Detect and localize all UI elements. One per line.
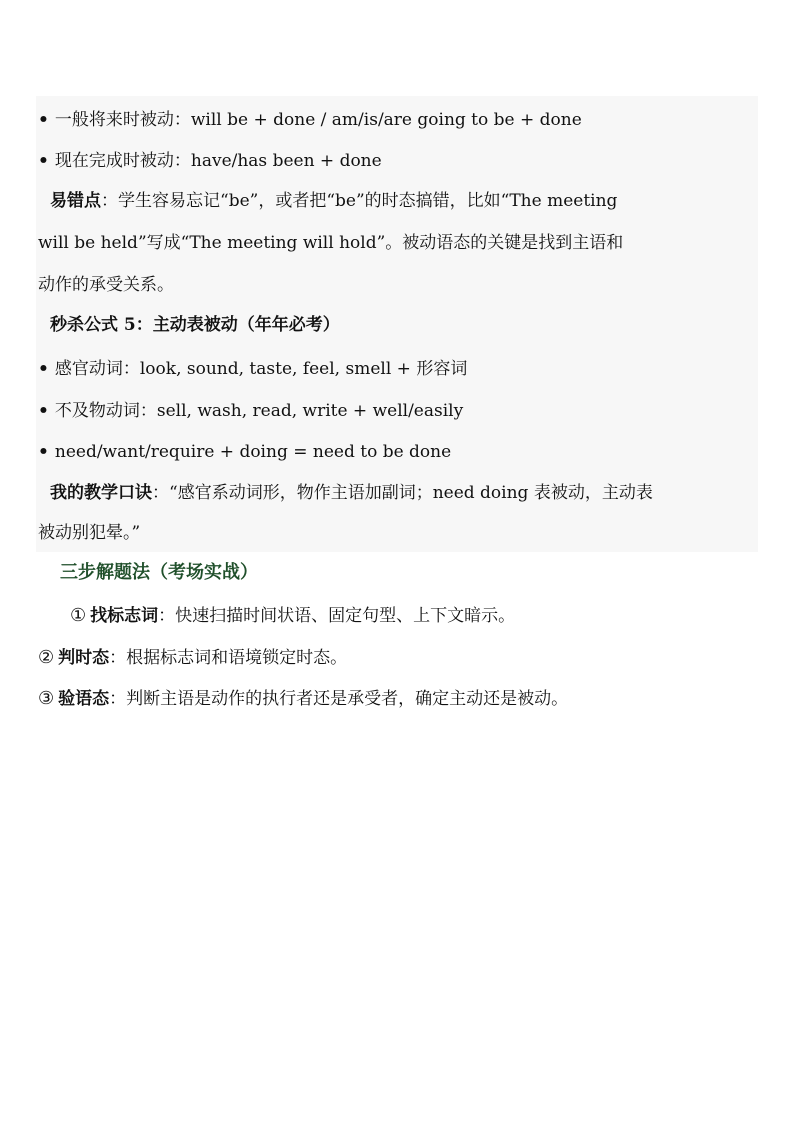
step-label: 找标志词: [90, 606, 159, 626]
bullet-dot: •: [38, 401, 49, 421]
mnemonic-text: ：“感官系动词形，物作主语加副词；need doing 表被动，主动表: [152, 483, 653, 503]
step-1: [70, 606, 515, 626]
step-text: ：判断主语是动作的执行者还是承受者，确定主动还是被动。: [109, 689, 569, 709]
bullet-dot: •: [38, 151, 49, 171]
mnemonic-line2: 被动别犯晕。”: [38, 523, 141, 543]
formula-title: 秒杀公式 5：主动表被动（年年必考）: [50, 315, 340, 335]
bullet-text: need/want/require + doing = need to be done: [54, 442, 452, 462]
error-point-line2: will be held”写成“The meeting will hold”。被动语态的关键是找到主语和: [38, 233, 624, 253]
step-3: [38, 689, 568, 709]
bullet-future-passive: [38, 110, 756, 130]
step-text: ：快速扫描时间状语、固定句型、上下文暗示。: [158, 606, 516, 626]
error-point-line1: [38, 191, 768, 211]
bullet-present-perfect-passive: [38, 151, 756, 171]
bullet-dot: •: [38, 110, 49, 130]
bullet-intransitive-verbs: [38, 401, 756, 421]
step-number: ③: [38, 688, 55, 709]
bullet-text: 不及物动词：sell, wash, read, write + well/easily: [54, 401, 464, 421]
step-label: 验语态: [58, 689, 110, 709]
step-number: ②: [38, 647, 55, 668]
bullet-text: 感官动词：look, sound, taste, feel, smell + 形容词: [54, 359, 468, 379]
step-label: 判时态: [58, 648, 110, 668]
mnemonic-line1: [38, 483, 768, 503]
bullet-dot: •: [38, 359, 49, 379]
bullet-text: 现在完成时被动：have/has been + done: [54, 151, 382, 171]
mnemonic-label: 我的教学口诀: [50, 483, 152, 503]
error-point-line3: 动作的承受关系。: [38, 275, 174, 295]
bullet-dot: •: [38, 442, 49, 462]
error-point-text: ：学生容易忘记“be”，或者把“be”的时态搞错，比如“The meeting: [101, 191, 618, 211]
bullet-text: 一般将来时被动：will be + done / am/is/are going to be + done: [54, 110, 582, 130]
bullet-sense-verbs: [38, 359, 756, 379]
step-2: [38, 648, 347, 668]
error-point-label: 易错点: [50, 191, 101, 211]
step-text: ：根据标志词和语境锁定时态。: [109, 648, 348, 668]
bullet-need-doing: [38, 442, 756, 462]
steps-heading: 三步解题法（考场实战）: [60, 562, 258, 583]
step-number: ①: [70, 605, 87, 626]
